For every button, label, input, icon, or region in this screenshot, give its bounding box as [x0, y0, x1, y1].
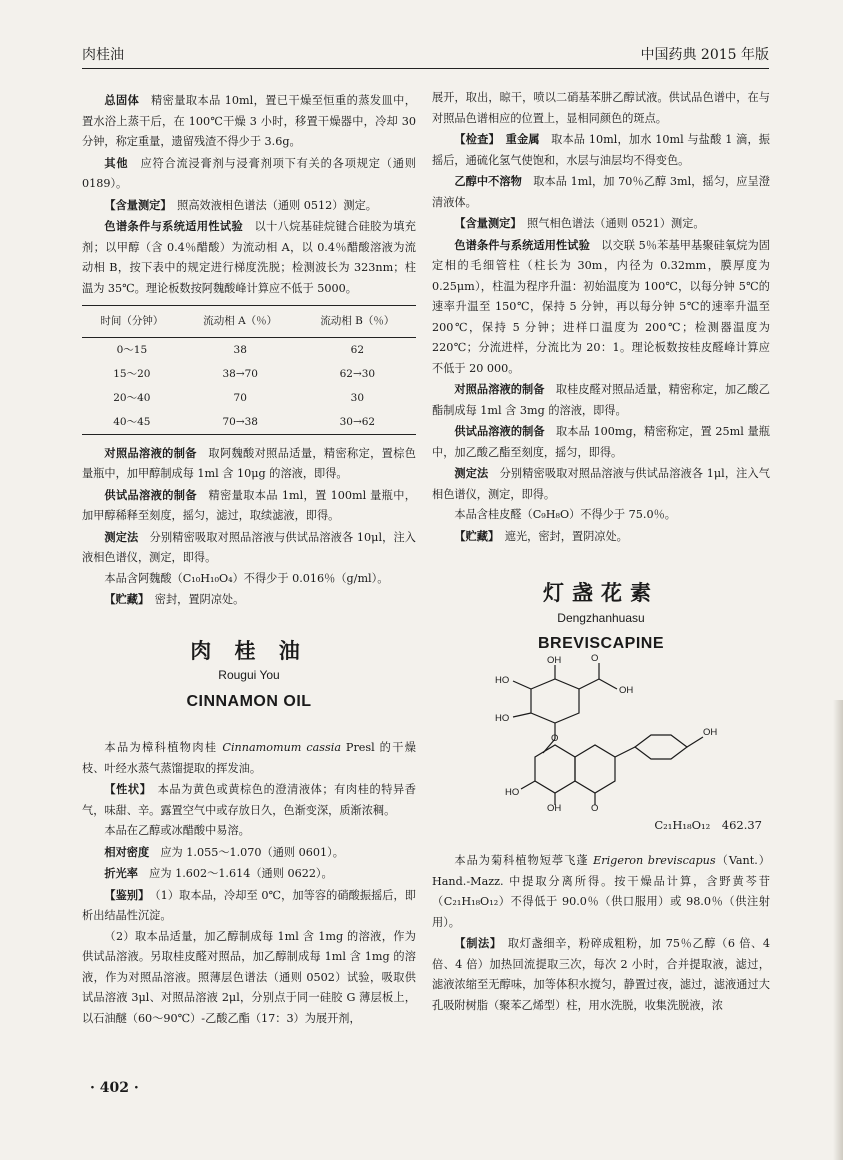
gc-reference-paragraph — [432, 379, 770, 421]
source-text-b: Presl 的干燥枝、叶经水蒸气蒸馏提取的挥发油。 — [82, 741, 416, 775]
total-solids-paragraph — [82, 90, 416, 153]
identification-paragraph — [82, 885, 416, 927]
right-column — [432, 88, 770, 1016]
chromatography-heading: 色谱条件与系统适用性试验 — [104, 219, 244, 233]
table-cell: 20～40 — [113, 391, 151, 404]
gc-reference-text: 取桂皮醛对照品适量，精密称定，加乙酸乙酯制成每 1ml 含 3mg 的溶液，即得。 — [432, 383, 770, 417]
refractive-index-heading: 折光率 — [104, 866, 138, 880]
table-cell: 62→30 — [339, 367, 376, 380]
b-ring — [635, 735, 687, 759]
gc-procedure-paragraph — [432, 463, 770, 505]
table-row — [82, 362, 416, 386]
gc-conditions-paragraph — [432, 235, 770, 380]
atom-label: O — [591, 802, 599, 814]
table-cell: 70→38 — [182, 410, 299, 435]
assay-heading: 【含量测定】 — [104, 197, 166, 212]
atom-label: OH — [547, 802, 562, 814]
bond — [513, 681, 531, 689]
atom-label: OH — [619, 684, 634, 696]
monograph-pinyin-name: Rougui You — [218, 668, 280, 682]
reference-solution-text: 取阿魏酸对照品适量，精密称定，置棕色量瓶中，加甲醇制成每 1ml 含 10μg 的溶液，即得。 — [82, 446, 416, 480]
source-text-a: 本品为樟科植物肉桂 — [104, 741, 223, 754]
page-edge-shadow — [833, 700, 843, 1160]
identification-text: （1）取本品，冷却至 0℃，加等容的硝酸振摇后，即析出结晶性沉淀。 — [82, 888, 416, 922]
preparation-text: 取灯盏细辛，粉碎成粗粉，加 75％乙醇（6 倍、4 倍、4 倍）加热回流提取三次，每次 2 小时，合并提取液，滤过，滤液浓缩至无醇味，加等体积水搅匀，静置过夜，滤过，滤液通过大孔吸附树脂（聚苯乙烯型）柱，用水洗脱，收集洗脱液，浓 — [432, 937, 770, 1012]
procedure-paragraph — [82, 527, 416, 569]
tlc-continuation-paragraph: 展开，取出，晾干，喷以二硝基苯肼乙醇试液。供试品色谱中，在与对照品色谱相应的位置上，显相同颜色的斑点。 — [432, 91, 770, 125]
table-cell: 40～45 — [82, 410, 182, 435]
gc-conditions-text: 以交联 5％苯基甲基聚硅氧烷为固定相的毛细管柱（柱长为 30m，内径为 0.32mm，膜厚度为 0.25μm），柱温为程序升温：初始温度为 100℃，以每分钟 5℃的速率升温至 150℃，保持 5 分钟，再以每分钟 5℃的速率升温至 200℃，保持 5 分钟；进样口温度为 200℃；检测器温度为 220℃；分流进样，分流比为 20：1。理论板数按桂皮醛峰计算应不低于 20 000。 — [432, 238, 770, 375]
source-paragraph — [82, 738, 416, 779]
refractive-index-text: 应为 1.602～1.614（通则 0622）。 — [149, 867, 333, 880]
molecular-weight: 462.37 — [721, 817, 762, 832]
bond — [687, 737, 703, 747]
atom-label: HO — [495, 712, 510, 724]
page-number: · 402 · — [90, 1080, 139, 1096]
procedure-text: 分别精密吸取对照品溶液与供试品溶液各 10μl，注入液相色谱仪，测定，即得。 — [82, 530, 416, 564]
ethanol-insolubles-heading: 乙醇中不溶物 — [454, 174, 522, 188]
gc-procedure-text: 分别精密吸取对照品溶液与供试品溶液各 1μl，注入气相色谱仪，测定，即得。 — [432, 467, 770, 501]
table-cell: 38 — [233, 343, 247, 356]
bond — [615, 747, 635, 757]
molecular-formula-line — [432, 815, 762, 836]
gradient-table — [82, 305, 416, 435]
col-header-time: 时间（分钟） — [82, 306, 182, 338]
running-header-title: 肉桂油 — [82, 47, 124, 63]
atom-label: HO — [495, 674, 510, 686]
atom-label: HO — [505, 786, 520, 798]
table-row — [82, 386, 416, 410]
table-cell: 62 — [350, 343, 365, 356]
monograph-chinese-name: 肉 桂 油 — [190, 637, 308, 663]
monograph-pinyin-name-2: Dengzhanhuasu — [557, 610, 645, 625]
ethanol-insolubles-paragraph — [432, 171, 770, 213]
atom-label: O — [551, 732, 559, 744]
identification-heading: 【鉴别】 — [104, 887, 144, 902]
heavy-metals-paragraph — [432, 129, 770, 171]
left-column — [82, 90, 416, 1029]
procedure-heading: 测定法 — [104, 529, 139, 544]
storage-text: 密封，置阴凉处。 — [154, 593, 245, 606]
table-cell: 15～20 — [113, 367, 151, 380]
content-limit-paragraph: 本品含阿魏酸（C₁₀H₁₀O₄）不得少于 0.016％（g/ml）。 — [104, 571, 389, 585]
c-ring — [575, 745, 615, 793]
a-ring — [535, 745, 575, 793]
preparation-paragraph — [432, 933, 770, 1016]
other-paragraph — [82, 153, 416, 195]
density-paragraph — [82, 842, 416, 864]
heavy-metals-heading: 重金属 — [505, 132, 540, 146]
storage-heading-2: 【贮藏】 — [454, 528, 494, 543]
identification-tlc-paragraph: （2）取本品适量，加乙醇制成每 1ml 含 1mg 的溶液，作为供试品溶液。另取桂皮醛对照品，加乙醇制成每 1ml 含 1mg 的溶液，作为对照品溶液。照薄层色谱法（通则 0502）试验，吸取供试品溶液 3μl、对照品溶液 2μl，分别点于同一硅胶 G 薄层板上，以石油醚（60～90℃）-乙酸乙酯（17：3）为展开剂， — [82, 929, 416, 1025]
scientific-name-2: Erigeron breviscapus — [593, 854, 716, 867]
storage-paragraph — [82, 589, 416, 611]
preparation-heading: 【制法】 — [454, 936, 497, 950]
structural-formula-diagram — [471, 652, 731, 814]
bond — [579, 679, 599, 689]
description-text: 本品为黄色或黄棕色的澄清液体；有肉桂的特异香气，味甜、辛。露置空气中或存放日久，色渐变深，质渐浓稠。 — [82, 783, 416, 817]
monograph-english-name-2: BREVISCAPINE — [537, 635, 665, 652]
monograph-english-name: CINNAMON OIL — [186, 692, 312, 710]
gc-conditions-heading: 色谱条件与系统适用性试验 — [454, 237, 590, 252]
table-cell: 70 — [233, 391, 247, 404]
storage-paragraph-2 — [432, 526, 770, 548]
chromatography-text: 以十八烷基硅烷键合硅胶为填充剂；以甲醇（含 0.4％醋酸）为流动相 A，以 0.4％醋酸溶液为流动相 B，按下表中的规定进行梯度洗脱；检测波长为 323nm；柱温为 35℃。理论板数按阿魏酸峰计算应不低于 5000。 — [82, 220, 416, 295]
ethanol-insolubles-text: 取本品 1ml，加 70％乙醇 3ml，摇匀，应呈澄清液体。 — [432, 175, 770, 209]
molecular-formula: C₂₁H₁₈O₁₂ — [654, 817, 711, 832]
other-heading: 其他 — [104, 155, 129, 170]
breviscapine-source-paragraph — [432, 851, 770, 933]
description-heading: 【性状】 — [104, 782, 146, 796]
monograph-title-breviscapine — [432, 580, 770, 655]
chromatography-paragraph — [82, 216, 416, 299]
gc-assay-heading: 【含量测定】 — [454, 216, 516, 230]
density-text: 应为 1.055～1.070（通则 0601）。 — [160, 845, 344, 859]
reference-solution-paragraph — [82, 443, 416, 485]
test-solution-paragraph — [82, 485, 416, 527]
table-row — [82, 410, 416, 435]
gc-test-solution-paragraph — [432, 421, 770, 463]
gc-test-solution-text: 取本品 100mg，精密称定，置 25ml 量瓶中，加乙酸乙酯至刻度，摇匀，即得。 — [432, 425, 770, 459]
assay-paragraph — [82, 195, 416, 217]
test-solution-text: 精密量取本品 1ml，置 100ml 量瓶中，加甲醇稀释至刻度，摇匀，滤过，取续滤液，即得。 — [82, 488, 416, 522]
monograph-title-cinnamon-oil — [82, 637, 416, 713]
test-solution-heading: 供试品溶液的制备 — [104, 487, 197, 502]
other-text: 应符合流浸膏剂与浸膏剂项下有关的各项规定（通则 0189）。 — [82, 156, 416, 190]
bond — [599, 679, 617, 689]
solubility-paragraph: 本品在乙醇或冰醋酸中易溶。 — [104, 824, 250, 837]
atom-label: OH — [703, 726, 718, 738]
glucuronide-ring — [531, 679, 579, 723]
refractive-index-paragraph — [82, 863, 416, 885]
table-cell: 30→62 — [299, 410, 416, 435]
table-cell: 38→70 — [222, 367, 258, 380]
gc-assay-paragraph — [432, 213, 770, 235]
description-paragraph — [82, 779, 416, 821]
total-solids-heading: 总固体 — [104, 93, 140, 107]
reference-solution-heading: 对照品溶液的制备 — [104, 445, 197, 460]
bond — [521, 781, 535, 789]
breviscapine-source-text-a: 本品为菊科植物短葶飞蓬 — [454, 854, 594, 867]
examination-heading: 【检查】 — [454, 132, 495, 146]
scientific-name: Cinnamomum cassia — [222, 741, 341, 754]
total-solids-text: 精密量取本品 10ml，置已干燥至恒重的蒸发皿中，置水浴上蒸干后，在 100℃干燥 3 小时，移置干燥器中，冷却 30 分钟，称定重量，遗留残渣不得少于 3.6g。 — [82, 94, 416, 148]
bond — [513, 713, 531, 717]
gradient-table-header — [82, 306, 416, 338]
monograph-chinese-name-2: 灯盏花素 — [543, 580, 659, 605]
cinnamaldehyde-limit-paragraph: 本品含桂皮醛（C₉H₈O）不得少于 75.0％。 — [454, 508, 676, 521]
heavy-metals-text: 取本品 10ml，加水 10ml 与盐酸 1 滴，振摇后，通硫化氢气使饱和，水层与油层均不得变色。 — [432, 133, 770, 167]
gc-procedure-heading: 测定法 — [454, 466, 489, 480]
gc-assay-text: 照气相色谱法（通则 0521）测定。 — [527, 217, 705, 230]
table-row — [82, 337, 416, 362]
storage-text-2: 遮光，密封，置阴凉处。 — [504, 529, 628, 543]
col-header-phase-a: 流动相 A（％） — [182, 306, 299, 338]
breviscapine-source-text-b: （Vant.）Hand.-Mazz. 中提取分离所得。按干燥品计算，含野黄芩苷（C₂₁H₁₈O₁₂）不得低于 90.0％（供口服用）或 98.0％（供注射用）。 — [432, 854, 770, 929]
table-cell: 0～15 — [116, 343, 148, 356]
table-cell: 30 — [350, 391, 365, 404]
running-header-edition: 中国药典 2015 年版 — [640, 47, 769, 63]
col-header-phase-b: 流动相 B（％） — [299, 306, 416, 338]
assay-text: 照高效液相色谱法（通则 0512）测定。 — [177, 198, 377, 212]
density-heading: 相对密度 — [104, 844, 150, 859]
header-rule — [82, 68, 769, 69]
storage-heading: 【贮藏】 — [104, 592, 144, 606]
atom-label: O — [591, 652, 599, 664]
atom-label: OH — [547, 654, 562, 666]
gc-reference-heading: 对照品溶液的制备 — [454, 382, 545, 396]
gc-test-solution-heading: 供试品溶液的制备 — [454, 424, 545, 438]
